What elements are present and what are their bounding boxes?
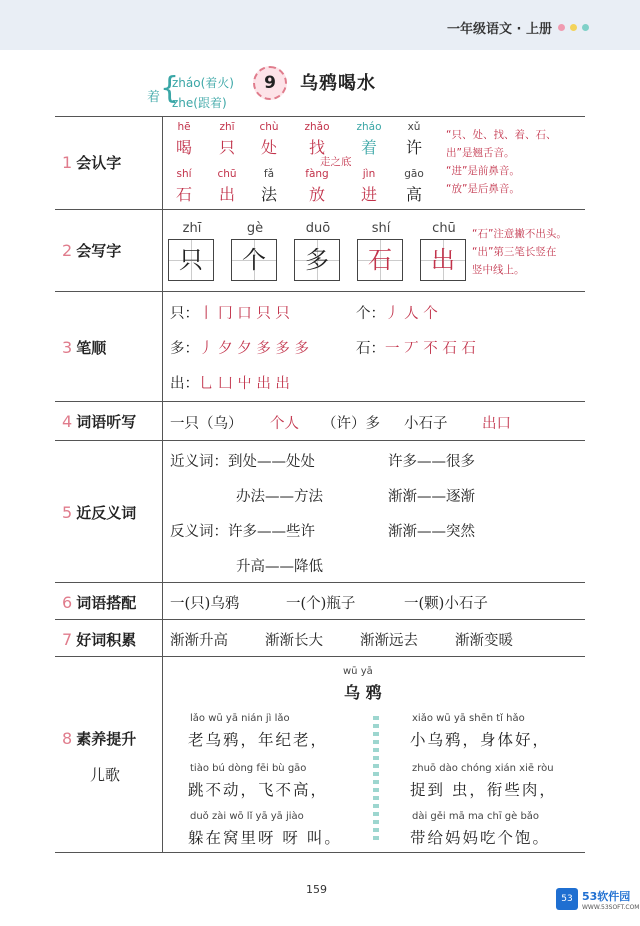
antonym-pair: 升高——降低 <box>236 559 323 575</box>
collocation: 一(只)乌鸦 <box>170 596 240 612</box>
antonym-pair: 渐渐——突然 <box>388 524 475 540</box>
dot-pink <box>558 24 565 31</box>
pinyin: jìn <box>362 168 376 180</box>
dot-yellow <box>570 24 577 31</box>
section-3-label: 3 笔顺 <box>62 338 107 357</box>
note-line: 出”是翘舌音。 <box>446 147 515 159</box>
dictation-word: 个人 <box>270 416 299 432</box>
writing-box: 只 <box>168 239 214 281</box>
character: 找 <box>308 138 325 157</box>
pinyin: zhī <box>219 121 235 133</box>
pinyin: fǎ <box>263 168 275 180</box>
good-word: 渐渐长大 <box>265 633 323 649</box>
character: 法 <box>260 185 277 204</box>
note-line: 竖中线上。 <box>472 264 525 276</box>
note-line: “出”第三笔长竖在 <box>472 246 557 258</box>
character: 只 <box>218 138 235 157</box>
section-7-label: 7 好词积累 <box>62 630 137 649</box>
section-6-label: 6 词语搭配 <box>62 593 137 612</box>
synonym-pair: 渐渐——逐渐 <box>388 489 475 505</box>
poem-pinyin: tiào bú dòng fēi bù gāo <box>190 763 307 774</box>
character: 放 <box>308 185 325 204</box>
radical-note: 走之底 <box>320 156 352 168</box>
pinyin: shí <box>371 221 391 236</box>
row-line <box>55 440 585 441</box>
character: 处 <box>260 138 277 157</box>
collocation: 一(个)瓶子 <box>286 596 356 612</box>
dictation-word: 出口 <box>482 416 511 432</box>
writing-box: 多 <box>294 239 340 281</box>
poem-pinyin: xiǎo wū yā shēn tǐ hǎo <box>412 713 525 724</box>
row-line <box>55 401 585 402</box>
character: 着 <box>360 138 377 157</box>
poem-pinyin: lǎo wū yā nián jì lǎo <box>190 713 290 724</box>
column-line <box>162 116 163 852</box>
synonym-pair: 许多——很多 <box>388 454 475 470</box>
pinyin: chū <box>432 221 456 236</box>
poem-line: 老乌鸦，年纪老， <box>188 731 329 749</box>
site-logo <box>556 886 640 918</box>
stroke-order-duo: 多：丿 夕 夕 多 多 多 <box>170 341 310 357</box>
lesson-title: 乌鸦喝水 <box>300 73 376 94</box>
good-word: 渐渐远去 <box>360 633 418 649</box>
stroke-order-chu: 出：乚 凵 屮 出 出 <box>170 376 290 392</box>
pinyin: gāo <box>404 168 424 180</box>
writing-box: 出 <box>420 239 466 281</box>
synonym-pair: 办法——方法 <box>236 489 323 505</box>
dot-teal <box>582 24 589 31</box>
pinyin: duō <box>305 221 331 236</box>
synonym-header: 近义词：到处——处处 <box>170 454 315 470</box>
poem-title: 乌 鸦 <box>344 683 382 702</box>
book-title: 一年级语文 · 上册 <box>447 22 552 37</box>
logo-url: WWW.53SOFT.COM <box>582 904 640 911</box>
row-line <box>55 209 585 210</box>
logo-icon: 53 <box>556 888 578 910</box>
pinyin: fàng <box>305 168 329 180</box>
pinyin: chù <box>259 121 279 133</box>
row-line <box>55 619 585 620</box>
character: 喝 <box>175 138 192 157</box>
poem-line: 小乌鸦，身体好， <box>410 731 551 749</box>
note-line: “放”是后鼻音。 <box>446 183 520 195</box>
poem-line: 捉到 虫，衔些肉， <box>410 781 557 799</box>
page-number: 159 <box>306 883 327 896</box>
poem-line: 躲在窝里呀 呀 叫。 <box>188 829 342 847</box>
character: 许 <box>405 138 422 157</box>
section-5-label: 5 近反义词 <box>62 503 137 522</box>
poem-pinyin: dài gěi mā ma chī gè bǎo <box>412 811 540 822</box>
note-zhe: zhe(跟着) <box>172 96 227 110</box>
antonym-header: 反义词：许多——些许 <box>170 524 315 540</box>
poem-line: 带给妈妈吃个饱。 <box>410 829 551 847</box>
character: 出 <box>218 185 235 204</box>
character: 进 <box>360 185 377 204</box>
section-1-label: 1 会认字 <box>62 153 122 172</box>
section-4-label: 4 词语听写 <box>62 412 137 431</box>
pinyin: xǔ <box>407 121 421 133</box>
character: 石 <box>175 185 192 204</box>
row-line <box>55 291 585 292</box>
pinyin: chū <box>217 168 237 180</box>
poem-divider <box>373 716 379 840</box>
row-line <box>55 582 585 583</box>
note-brace: { <box>160 71 180 106</box>
pinyin: zháo <box>356 121 382 133</box>
writing-box: 个 <box>231 239 277 281</box>
pinyin: hē <box>177 121 191 133</box>
dictation-word: （许）多 <box>322 416 380 432</box>
stroke-order-zhi: 只：丨 冂 口 只 只 <box>170 306 290 322</box>
writing-box: 石 <box>357 239 403 281</box>
note-line: “进”是前鼻音。 <box>446 165 520 177</box>
poem-title-pinyin: wū yā <box>343 666 373 677</box>
section-8-label: 8 素养提升 <box>62 729 137 748</box>
logo-text: 53软件园 <box>582 890 631 903</box>
collocation: 一(颗)小石子 <box>404 596 488 612</box>
pinyin: zhǎo <box>304 121 330 133</box>
row-line <box>55 116 585 117</box>
lesson-number: 9 <box>253 66 287 100</box>
section-8-sub: 儿歌 <box>90 766 121 784</box>
dictation-word: 一只（乌） <box>170 416 243 432</box>
dictation-word: 小石子 <box>404 416 448 432</box>
good-word: 渐渐变暖 <box>455 633 513 649</box>
poem-line: 跳不动，飞不高， <box>188 781 329 799</box>
row-line <box>55 852 585 853</box>
poem-pinyin: zhuō dào chóng xián xiē ròu <box>412 763 554 774</box>
pinyin: zhī <box>182 221 202 236</box>
pinyin: shí <box>176 168 192 180</box>
row-line <box>55 656 585 657</box>
stroke-order-ge: 个：丿 人 个 <box>356 306 438 322</box>
note-line: “石”注意撇不出头。 <box>472 228 567 240</box>
note-char: 着 <box>147 90 161 105</box>
note-line: “只、处、找、着、石、 <box>446 129 557 141</box>
section-2-label: 2 会写字 <box>62 241 122 260</box>
note-zhao: zháo(着火) <box>172 76 234 90</box>
poem-pinyin: duǒ zài wō lǐ yā yā jiào <box>190 811 304 822</box>
good-word: 渐渐升高 <box>170 633 228 649</box>
pinyin: gè <box>246 221 264 236</box>
stroke-order-shi: 石：一 丆 不 石 石 <box>356 341 476 357</box>
character: 高 <box>405 185 422 204</box>
